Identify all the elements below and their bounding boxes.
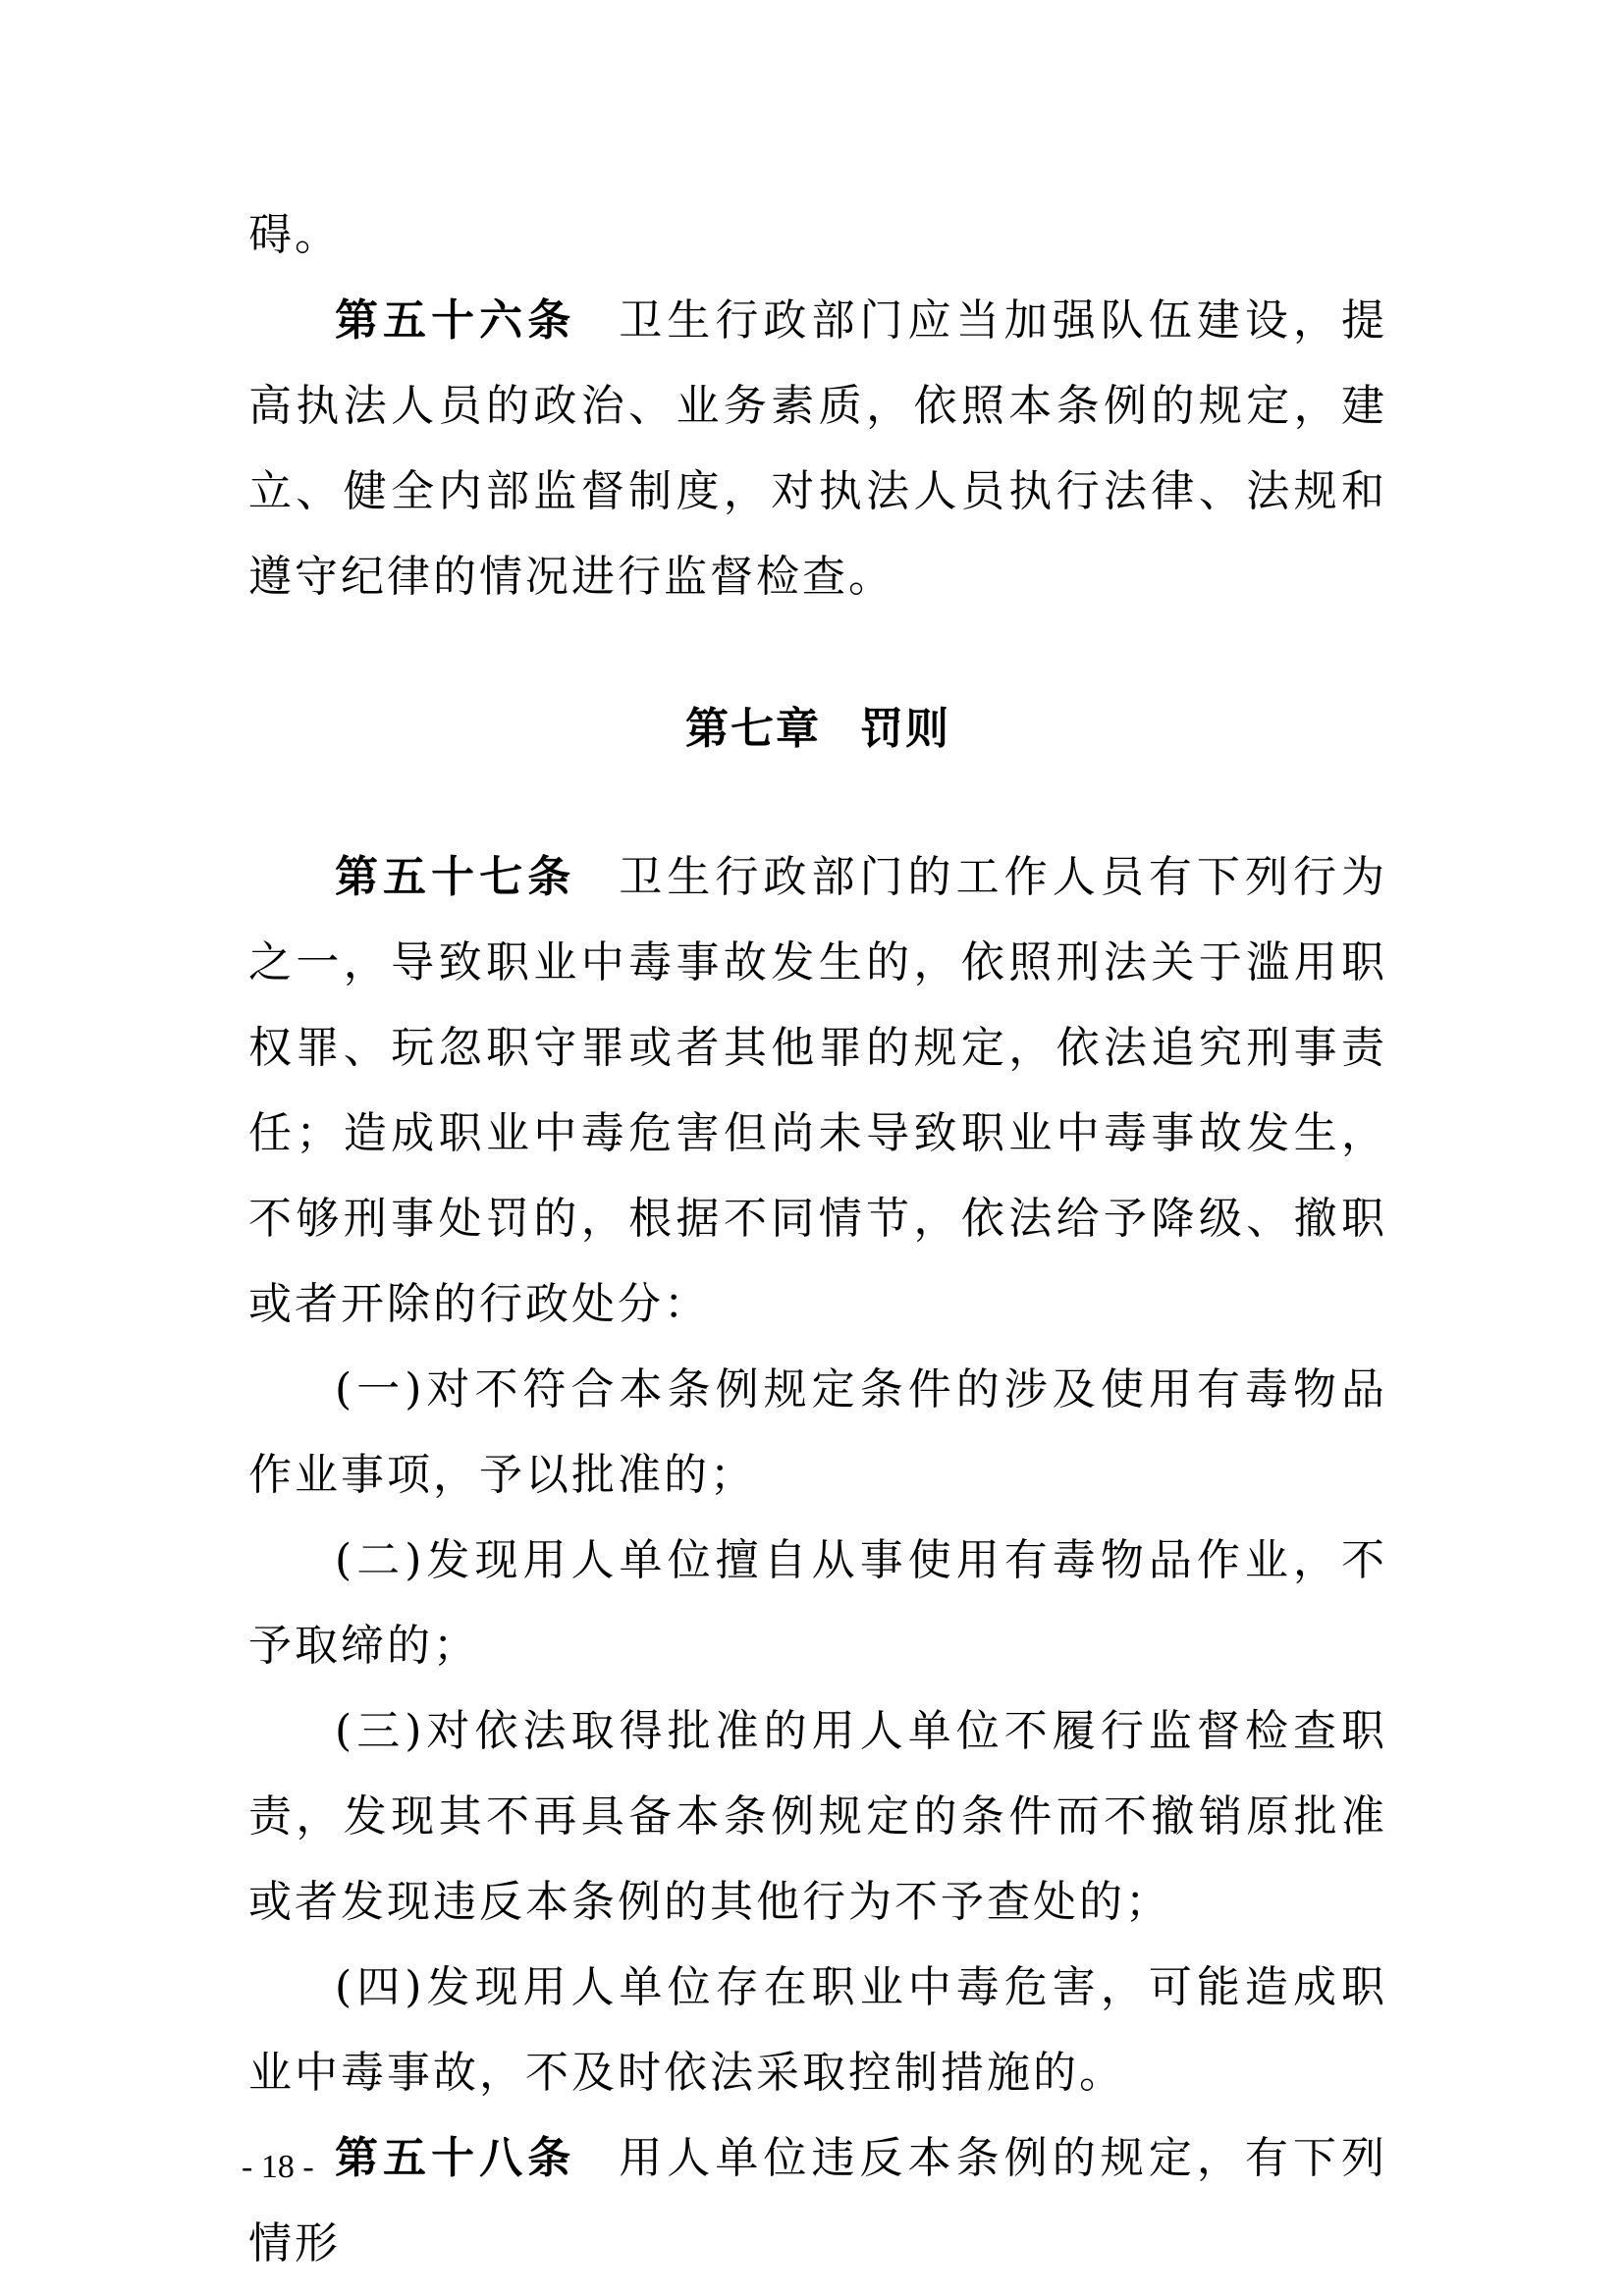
chapter-heading [248,686,1387,772]
article-56-number: 第五十六条 [335,295,576,346]
page-number: - 18 - [242,2149,314,2185]
article-57-number: 第五十七条 [335,852,576,902]
article-57-item-1: (一)对不符合本条例规定条件的涉及使用有毒物品作业事项，予以批准的； [248,1364,1387,1500]
article-58-text: 用人单位违反本条例的规定，有下列情形 [248,2133,1387,2269]
chapter-title: 罚则 [860,704,950,754]
article-56 [248,278,1387,619]
document-body [248,192,1387,2286]
article-57-item-2: (二)发现用人单位擅自从事使用有毒物品作业，不予取缔的； [248,1535,1387,1671]
chapter-number: 第七章 [685,704,821,754]
article-57-text: 卫生行政部门的工作人员有下列行为之一，导致职业中毒事故发生的，依照刑法关于滥用职权罪、玩忽职守罪或者其他罪的规定，依法追究刑事责任；造成职业中毒危害但尚未导致职业中毒事故发生，不够刑事处罚的，根据不同情节，依法给予降级、撤职或者开除的行政处分： [248,852,1387,1329]
article-58 [248,2115,1387,2286]
continuation-text: 碍。 [248,210,341,260]
article-57-item-4: (四)发现用人单位存在职业中毒危害，可能造成职业中毒事故，不及时依法采取控制措施的。 [248,1962,1387,2098]
article-58-number: 第五十八条 [335,2133,576,2183]
article-57-item-3: (三)对依法取得批准的用人单位不履行监督检查职责，发现其不再具备本条例规定的条件而不撤销原批准或者发现违反本条例的其他行为不予查处的； [248,1706,1387,1927]
article-56-text: 卫生行政部门应当加强队伍建设，提高执法人员的政治、业务素质，依照本条例的规定，建立、健全内部监督制度，对执法人员执行法律、法规和遵守纪律的情况进行监督检查。 [248,295,1387,602]
article-57 [248,834,1387,1347]
